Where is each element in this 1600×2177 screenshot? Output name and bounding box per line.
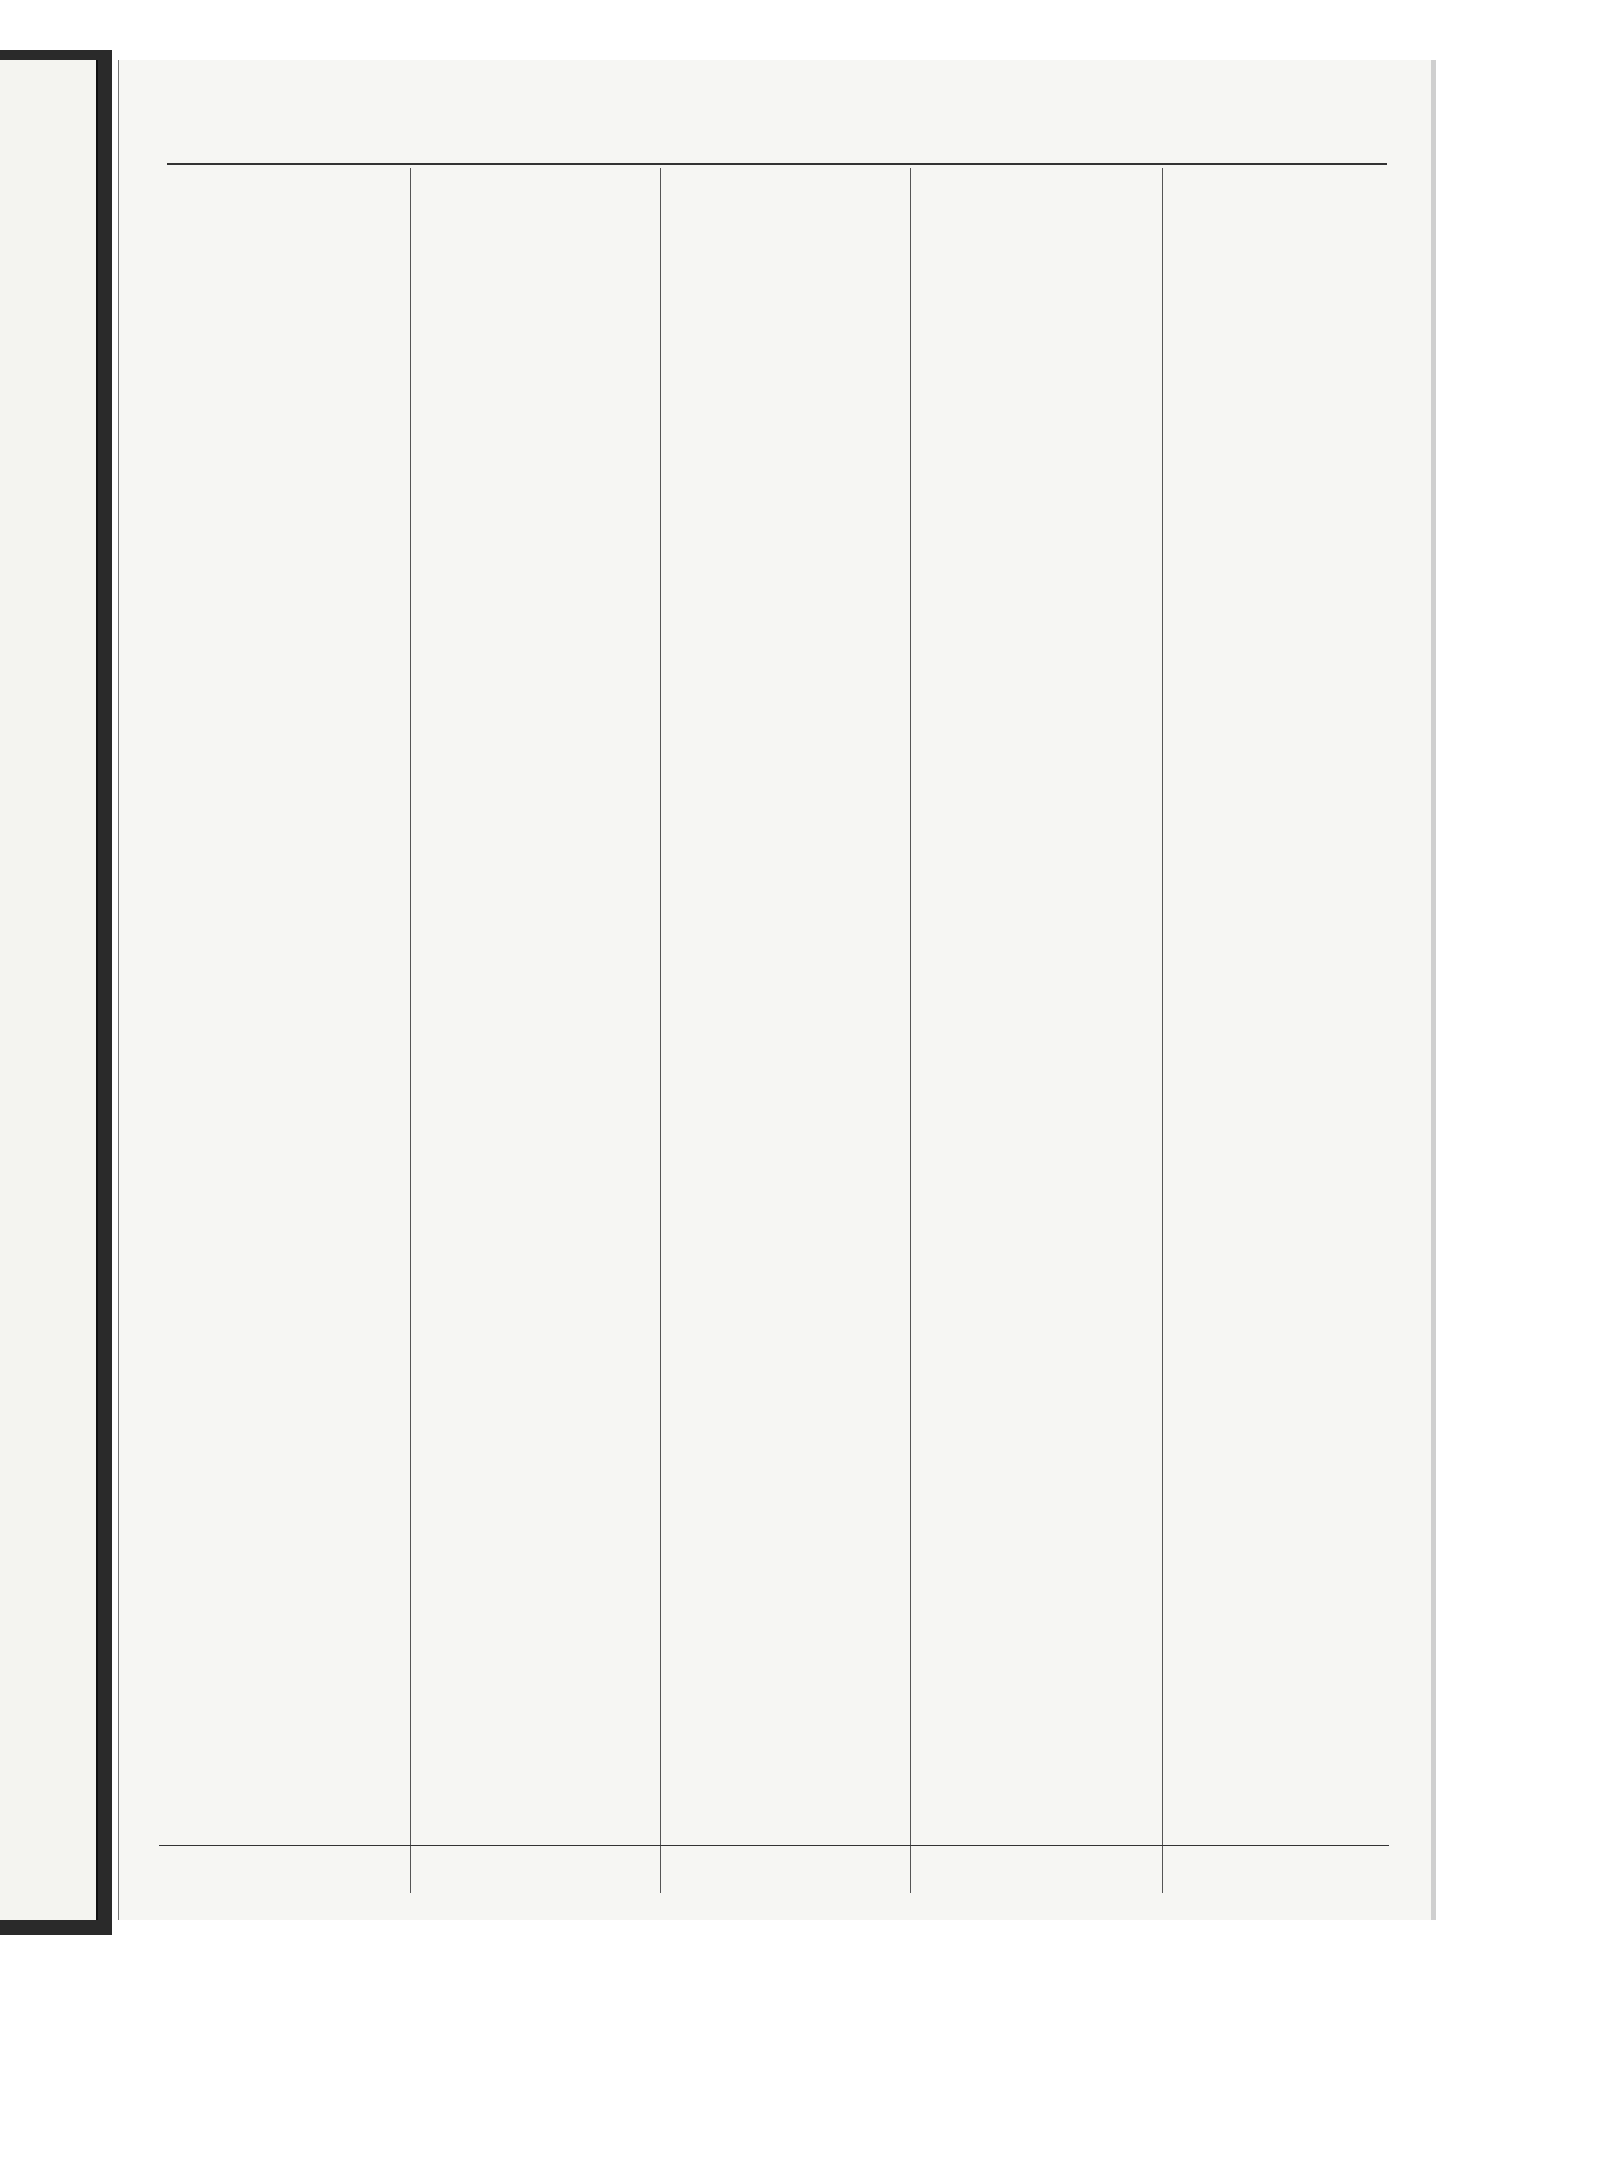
directory-column-4 bbox=[917, 168, 1157, 1893]
directory-column-1 bbox=[167, 168, 405, 1893]
column-divider bbox=[1162, 168, 1163, 1893]
page-header bbox=[119, 115, 1431, 155]
directory-column-3 bbox=[667, 168, 905, 1893]
telephone-notice bbox=[1345, 390, 1401, 1800]
directory-page bbox=[118, 60, 1431, 1920]
directory-column-2 bbox=[417, 168, 655, 1893]
advertisement-banner bbox=[159, 1845, 1389, 1896]
column-divider bbox=[910, 168, 911, 1893]
column-divider bbox=[410, 168, 411, 1893]
directory-columns bbox=[167, 168, 1387, 1893]
column-divider bbox=[660, 168, 661, 1893]
header-rule bbox=[167, 163, 1387, 165]
previous-page-fragment bbox=[0, 60, 98, 1920]
